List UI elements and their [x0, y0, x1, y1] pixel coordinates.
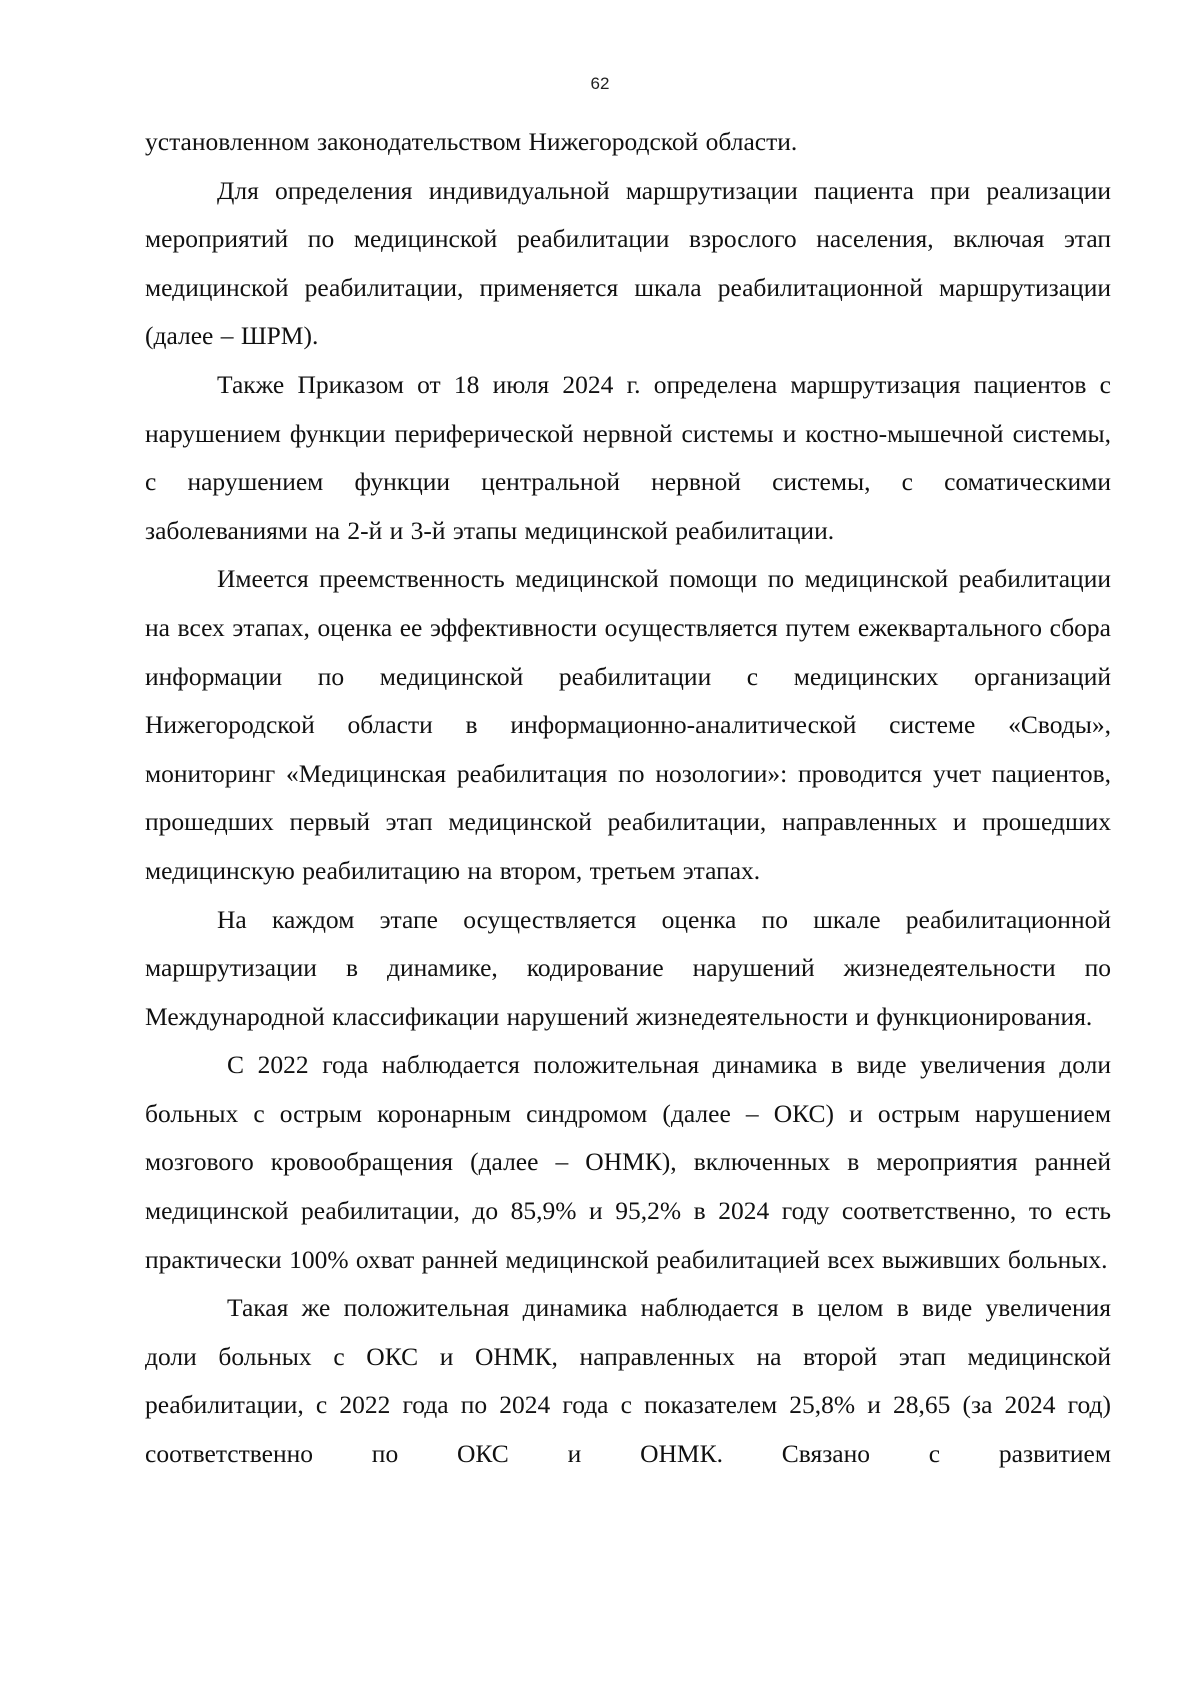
paragraph-early-rehab-dynamics: С 2022 года наблюдается положительная динамика в виде увеличения доли больных с острым коронарным синдромом (далее – ОКС) и острым нарушением мозгового кровообращения (далее – ОНМК), включенных в мероприятия ранней медицинской реабилитации, до 85,9% и 95,2% в 2024 году соответственно, то есть практически 100% охват ранней медицинской реабилитацией всех выживших больных.	[145, 1050, 1111, 1274]
paragraph-rehab-routing-scale: Для определения индивидуальной маршрутизации пациента при реализации мероприятий по медицинской реабилитации взрослого населения, включая этап медицинской реабилитации, применяется шкала реабилитационной маршрутизации (далее – ШРМ).	[145, 175, 1111, 351]
page-number: 62	[590, 74, 610, 93]
paragraph-continuation: установленном законодательством Нижегородской области.	[145, 127, 798, 156]
paragraph-continuity-of-care: Имеется преемственность медицинской помощи по медицинской реабилитации на всех этапах, оценка ее эффективности осуществляется путем ежеквартального сбора информации по медицинской реабилитации с медицинских организаций Нижегородской области в информационно-аналитической системе «Своды», мониторинг «Медицинская реабилитация по нозологии»: проводится учет пациентов, прошедших первый этап медицинской реабилитации, направленных и прошедших медицинскую реабилитацию на втором, третьем этапах.	[145, 564, 1111, 885]
paragraph-stage-assessment: На каждом этапе осуществляется оценка по шкале реабилитационной маршрутизации в динамике, кодирование нарушений жизнедеятельности по Международной классификации нарушений жизнедеятельности и функционирования.	[145, 904, 1111, 1031]
paragraph-order-july-2024: Также Приказом от 18 июля 2024 г. определена маршрутизация пациентов с нарушением функции периферической нервной системы и костно-мышечной системы, с нарушением функции центральной нервной системы, с соматическими заболеваниями на 2-й и 3-й этапы медицинской реабилитации.	[145, 369, 1111, 545]
paragraph-second-stage-dynamics: Такая же положительная динамика наблюдается в целом в виде увеличения доли больных с ОКС и ОНМК, направленных на второй этап медицинской реабилитации, с 2022 года по 2024 года с показателем 25,8% и 28,65 (за 2024 год) соответственно по ОКС и ОНМК. Связано с развитием	[145, 1293, 1111, 1469]
document-body	[145, 118, 1111, 1479]
